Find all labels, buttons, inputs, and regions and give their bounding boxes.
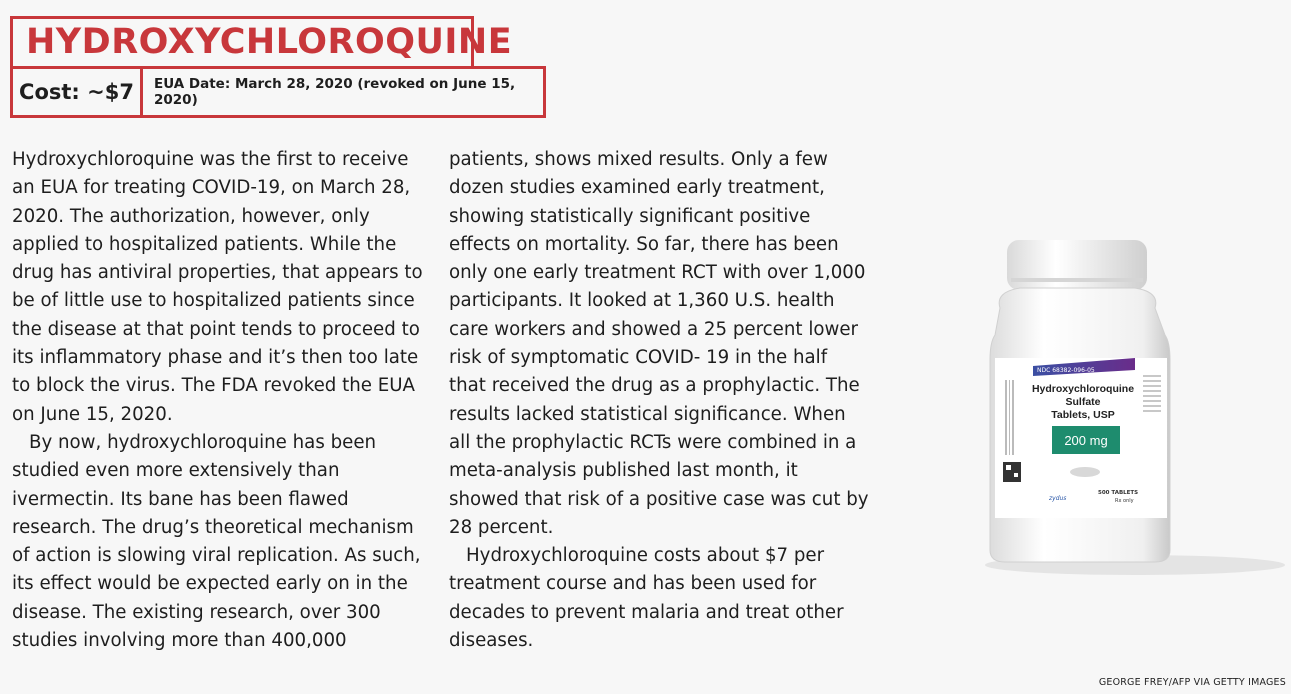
- photo-credit: GEORGE FREY/AFP VIA GETTY IMAGES: [1098, 677, 1286, 688]
- title-box: [10, 16, 513, 68]
- barcode: [1005, 380, 1007, 455]
- label-rx: Rx only: [1115, 498, 1134, 504]
- label-ndc: NDC 68382-096-05: [1037, 367, 1095, 374]
- qr-code: [1003, 462, 1021, 482]
- cost-label: Cost: ~$7: [10, 66, 143, 118]
- label-brand: zydus: [1049, 495, 1067, 502]
- bottle-cap: [1007, 240, 1147, 290]
- meta-row: [10, 66, 546, 118]
- paragraph: Hydroxychloroquine was the first to receive an EUA for treating COVID-19, on March 28, 2020. The authorization, however, only applied to hospitalized patients. While the drug has antiviral properties, that appears to be of little use to hospitalized patients since the disease at that point tends to proceed to its inflammatory phase and it’s then too late to block the virus. The FDA revoked the EUA on June 15, 2020.: [12, 149, 423, 425]
- label-name-line1: Hydroxychloroquine: [1031, 383, 1135, 395]
- article-column-2: [449, 146, 869, 655]
- eua-date-label: EUA Date: March 28, 2020 (revoked on June 15, 2020): [143, 66, 546, 118]
- page-title: HYDROXYCHLOROQUINE: [26, 22, 513, 62]
- fine-print: [1143, 375, 1161, 377]
- paragraph: Hydroxychloroquine costs about $7 per treatment course and has been used for decades to prevent malaria and treat other diseases.: [449, 545, 844, 652]
- label-name-line3: Tablets, USP: [1051, 409, 1115, 421]
- label-count: 500 TABLETS: [1098, 490, 1139, 496]
- label-dose: 200 mg: [1064, 433, 1108, 448]
- article-column-1: [12, 146, 432, 655]
- pill-bottle-photo: [975, 230, 1290, 580]
- paragraph: By now, hydroxychloroquine has been studied even more extensively than ivermectin. Its bane has been flawed research. The drug’s theoretical mechanism of action is slowing viral replication. As such, its effect would be expected early on in the disease. The existing research, over 300 studies involving more than 400,000: [12, 431, 421, 652]
- label-name-line2: Sulfate: [1065, 396, 1101, 408]
- tablet-image: [1070, 467, 1100, 477]
- paragraph: patients, shows mixed results. Only a few dozen studies examined early treatment, showing statistically significant positive effects on mortality. So far, there has been only one early treatment RCT with over 1,000 participants. It looked at 1,360 U.S. health care workers and showed a 25 percent lower risk of symptomatic COVID- 19 in the half that received the drug as a prophylactic. The results lacked statistical significance. When all the prophylactic RCTs were combined in a meta-analysis published last month, it showed that risk of a positive case was cut by 28 percent.: [449, 149, 869, 538]
